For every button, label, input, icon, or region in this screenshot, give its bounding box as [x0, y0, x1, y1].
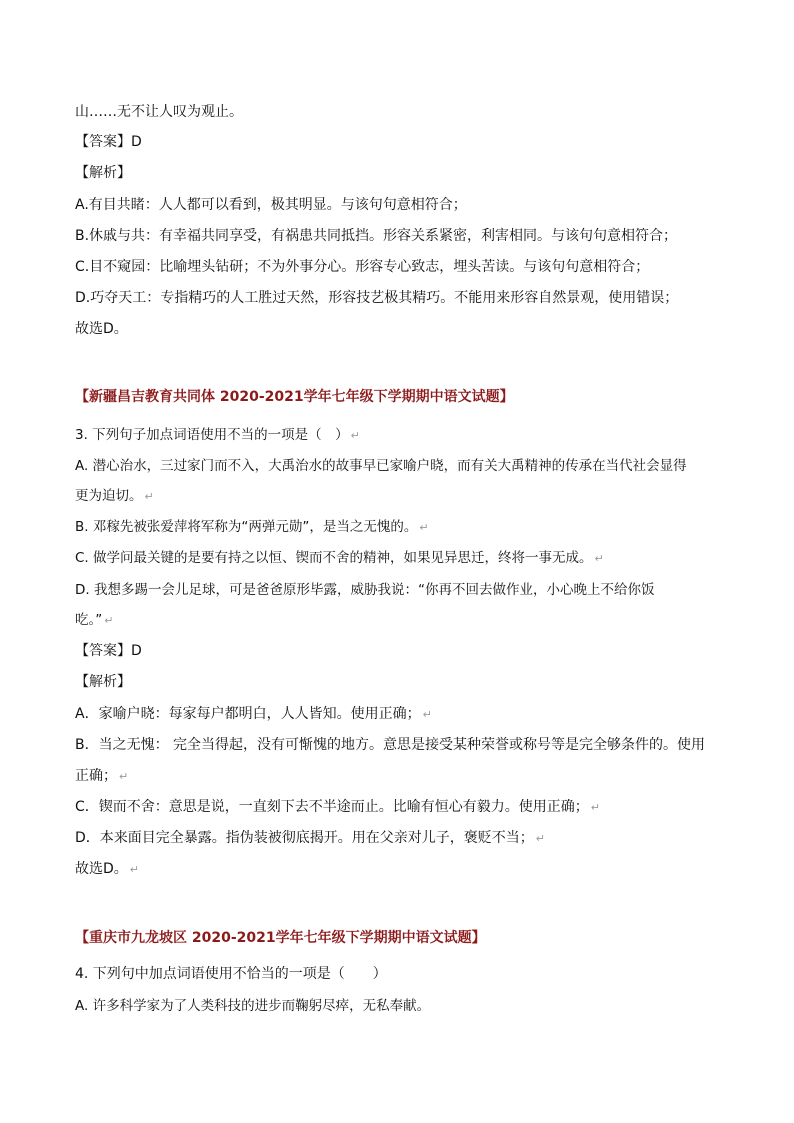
analysis-item-b: B．当之无愧： 完全当得起，没有可惭愧的地方。意思是接受某种荣誉或称号等是完全够条件的。使用 [75, 737, 706, 753]
paragraph-mark-icon: ↵ [590, 801, 600, 814]
paragraph-mark-icon: ↵ [422, 708, 432, 721]
option-a: A. 许多科学家为了人类科技的进步而鞠躬尽瘁，无私奉献。 [75, 998, 431, 1014]
analysis-item-a: A．家喻户晓：每家每户都明白，人人皆知。使用正确； ↵ [75, 706, 432, 722]
passage-tail: 山……无不让人叹为观止。 [75, 104, 243, 120]
paragraph-mark-icon: ↵ [119, 770, 129, 783]
question-stem: 3. 下列句子加点词语使用不当的一项是（ ） ↵ [75, 427, 360, 443]
conclusion: 故选D。 ↵ [75, 861, 139, 877]
paragraph-mark-icon: ↵ [129, 863, 139, 876]
option-a: A. 潜心治水，三过家门而不入，大禹治水的故事早已家喻户晓，而有关大禹精神的传承在当代社会显得 [75, 458, 687, 474]
paragraph-mark-icon: ↵ [535, 832, 545, 845]
option-b: B. 邓稼先被张爱萍将军称为“两弹元勋”，是当之无愧的。 ↵ [75, 519, 429, 535]
analysis-label: 【解析】 [75, 674, 131, 690]
paragraph-mark-icon: ↵ [144, 490, 154, 503]
option-d: D. 我想多踢一会儿足球，可是爸爸原形毕露，威胁我说：“你再不回去做作业，小心晚上不给你饭 [75, 582, 655, 598]
paragraph-mark-icon: ↵ [350, 429, 360, 442]
analysis-item-a: A.有目共睹：人人都可以看到，极其明显。与该句句意相符合； [75, 197, 467, 213]
paragraph-mark-icon: ↵ [594, 552, 604, 565]
paragraph-mark-icon: ↵ [104, 614, 114, 627]
section-source-title: 【新疆昌吉教育共同体 2020-2021学年七年级下学期期中语文试题】 [75, 389, 514, 405]
section-source-title: 【重庆市九龙坡区 2020-2021学年七年级下学期期中语文试题】 [75, 930, 486, 946]
analysis-label: 【解析】 [75, 165, 131, 181]
conclusion: 故选D。 [75, 321, 128, 337]
analysis-item-b-cont: 正确； ↵ [75, 768, 129, 784]
analysis-item-d: D．本来面目完全暴露。指伪装被彻底揭开。用在父亲对儿子，褒贬不当； ↵ [75, 830, 545, 846]
analysis-item-b: B.休戚与共：有幸福共同享受，有祸患共同抵挡。形容关系紧密，利害相同。与该句句意相符合； [75, 228, 678, 244]
option-c: C. 做学问最关键的是要有持之以恒、锲而不舍的精神，如果见异思迁，终将一事无成。 ↵ [75, 550, 604, 566]
analysis-item-c: C．锲而不舍：意思是说，一直刻下去不半途而止。比喻有恒心有毅力。使用正确； ↵ [75, 799, 600, 815]
question-stem: 4. 下列句中加点词语使用不恰当的一项是（ ） [75, 966, 387, 982]
analysis-item-d: D.巧夺天工：专指精巧的人工胜过天然，形容技艺极其精巧。不能用来形容自然景观，使用错误； [75, 290, 679, 306]
answer-label: 【答案】D [75, 643, 142, 659]
answer-label: 【答案】D [75, 134, 142, 150]
analysis-item-c: C.目不窥园：比喻埋头钻研；不为外事分心。形容专心致志，埋头苦读。与该句句意相符合； [75, 259, 650, 275]
option-a-cont: 更为迫切。 ↵ [75, 488, 154, 504]
option-d-cont: 吃。” ↵ [75, 612, 114, 628]
paragraph-mark-icon: ↵ [419, 521, 429, 534]
